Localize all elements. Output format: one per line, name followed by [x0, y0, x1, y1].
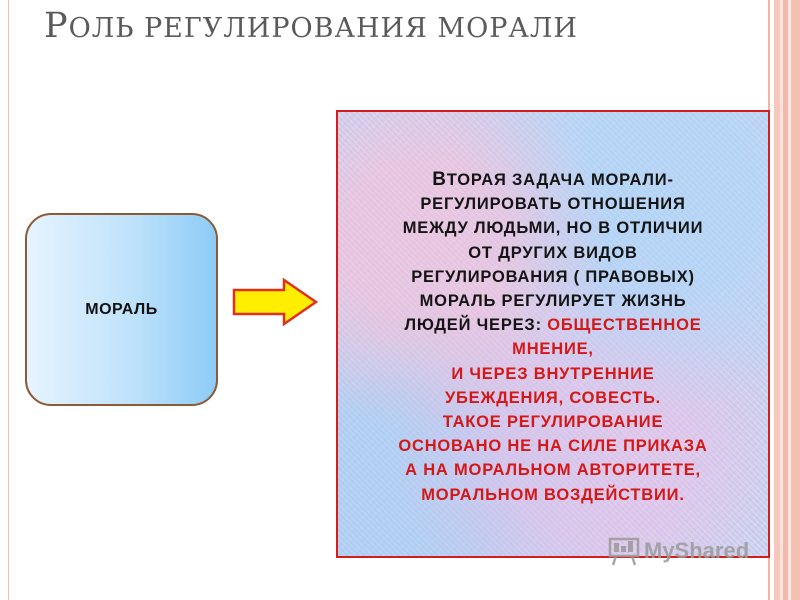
text-line-red: ОБЩЕСТВЕННОЕ [547, 316, 702, 335]
moral-box [25, 213, 218, 406]
text-line: ОТ ДРУГИХ ВИДОВ [468, 243, 638, 262]
text-line: ТАКОЕ РЕГУЛИРОВАНИЕ [442, 413, 664, 432]
text-line: МОРАЛЬ РЕГУЛИРУЕТ ЖИЗНЬ [419, 292, 687, 311]
text-line: И ЧЕРЕЗ ВНУТРЕННИЕ [451, 364, 655, 383]
text-line: РЕГУЛИРОВАТЬ ОТНОШЕНИЯ [420, 195, 686, 214]
slide-title [44, 6, 578, 46]
text-line-black: ЛЮДЕЙ ЧЕРЕЗ: [404, 316, 548, 335]
text-line: РЕГУЛИРОВАНИЯ ( ПРАВОВЫХ) [411, 267, 695, 286]
title-rest: ОЛЬ РЕГУЛИРОВАНИЯ МОРАЛИ [68, 13, 578, 44]
watermark-text: MyShared [644, 538, 750, 563]
slide-left-border [8, 0, 9, 600]
presentation-board-icon [608, 536, 640, 566]
right-arrow-icon [232, 278, 318, 326]
title-first-letter: Р [44, 6, 69, 46]
moral-label: МОРАЛЬ [85, 300, 158, 318]
text-first-letter: В [432, 169, 447, 190]
text-line: УБЕЖДЕНИЯ, СОВЕСТЬ. [444, 388, 662, 407]
text-line: МЕЖДУ ЛЮДЬМИ, НО В ОТЛИЧИИ [402, 219, 704, 238]
text-line: МОРАЛЬНОМ ВОЗДЕЙСТВИИ. [421, 485, 685, 504]
slide-decorative-border [774, 0, 800, 600]
text-line-rest: ТОРАЯ ЗАДАЧА МОРАЛИ- [446, 171, 674, 189]
text-line: МНЕНИЕ, [512, 340, 594, 359]
text-line [338, 168, 768, 192]
text-box [336, 110, 770, 558]
text-body [338, 168, 768, 507]
text-line [338, 313, 768, 337]
text-line: ОСНОВАНО НЕ НА СИЛЕ ПРИКАЗА [398, 437, 708, 456]
text-line: А НА МОРАЛЬНОМ АВТОРИТЕТЕ, [405, 461, 701, 480]
watermark [608, 536, 749, 566]
